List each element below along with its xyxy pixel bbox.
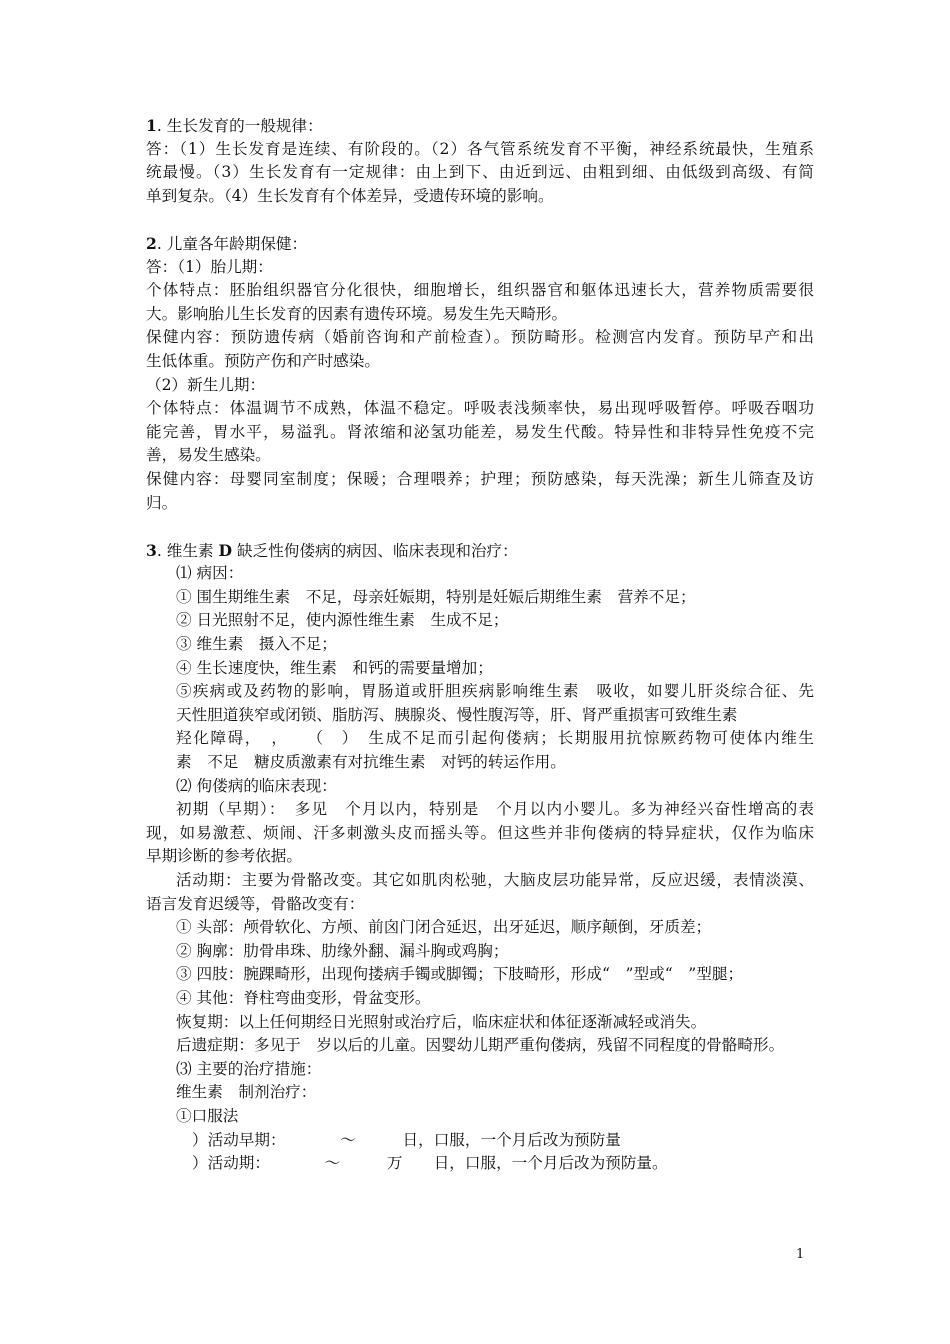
list-item: ② 胸廓：肋骨串珠、肋缘外翻、漏斗胸或鸡胸； [176,941,509,960]
paragraph-line: 初期（早期）： 多见 个月以内，特别是 个月以内小婴儿。多为神经兴奋性增高的表 [176,800,814,819]
list-item: 羟化障碍， ， （ ） 生成不足而引起佝偻病；长期服用抗惊厥药物可使体内维生 [176,729,814,748]
paragraph-line: 维生素 制剂治疗： [176,1083,317,1102]
list-item: ① 围生期维生素 不足，母亲妊娠期，特别是妊娠后期维生素 营养不足； [176,587,696,606]
paragraph-line: 保健内容：母婴同室制度；保暖；合理喂养；护理；预防感染，每天洗澡；新生儿筛查及访 [146,469,814,488]
paragraph-line: 归。 [146,493,178,512]
section-1-number: 1 [146,116,157,135]
list-item: ③ 维生素 摄入不足； [176,635,337,654]
paragraph-line: 统最慢。（3）生长发育有一定规律：由上到下、由近到远、由粗到细、由低级到高级、有简 [146,163,814,182]
list-item: ）活动期： ～ 万 日，口服，一个月后改为预防量。 [192,1154,668,1173]
paragraph-line: 善，易发生感染。 [146,446,271,465]
list-item: ① 头部：颅骨软化、方颅、前囟门闭合延迟，出牙延迟，顺序颠倒，牙质差； [176,918,712,937]
blank-line [146,208,814,232]
list-item: ⑤疾病或及药物的影响，胃肠道或肝胆疾病影响维生素 吸收，如婴儿肝炎综合征、先 [176,682,814,701]
section-2-heading [146,232,814,256]
list-item: ③ 四肢：腕踝畸形，出现佝搂病手镯或脚镯；下肢畸形，形成“ ”型或“ ”型腿； [176,965,744,984]
section-1-heading [146,114,814,138]
blank-line [146,515,814,539]
list-item: ④ 其他：脊柱弯曲变形，骨盆变形。 [176,988,431,1007]
paragraph-line: 大。影响胎儿生长发育的因素有遗传环境。易发生先天畸形。 [146,304,568,323]
paragraph-line: 个体特点：胚胎组织器官分化很快，细胞增长，组织器官和躯体迅速长大，营养物质需要很 [146,281,814,300]
section-3-heading [146,539,814,563]
paragraph-line: （2）新生儿期： [146,375,266,394]
section-2-title: . 儿童各年龄期保健： [156,234,308,253]
paragraph-line: 单到复杂。（4）生长发育有个体差异，受遗传环境的影响。 [146,186,554,205]
paragraph-line: 后遗症期：多见于 岁以后的儿童。因婴幼儿期严重佝偻病，残留不同程度的骨骼畸形。 [176,1036,785,1055]
paragraph-line: 活动期：主要为骨骼改变。其它如肌肉松驰，大脑皮层功能异常，反应迟缓，表情淡漠、 [176,871,814,889]
list-item: ④ 生长速度快，维生素 和钙的需要量增加； [176,658,493,677]
paragraph-line: 现，如易激惹、烦闹、汗多刺激头皮而摇头等。但这些并非佝偻病的特异症状，仅作为临床 [146,823,814,842]
list-item: ② 日光照射不足，使内源性维生素 生成不足； [176,611,509,630]
paragraph-line: 答：（1）胎儿期： [146,257,273,276]
paragraph-line: 个体特点：体温调节不成熟，体温不稳定。呼吸表浅频率快，易出现呼吸暂停。呼吸吞咽功 [146,399,814,418]
paragraph-line: 答：（1）生长发育是连续、有阶段的。（2）各气管系统发育不平衡，神经系统最快，生殖系 [146,139,814,158]
paragraph-line: 能完善，胃水平，易溢乳。肾浓缩和泌氢功能差，易发生代酸。特异性和非特异性免疫不完 [146,422,814,441]
section-3-number: 3 [146,540,157,560]
list-item: 素 不足 糖皮质激素有对抗维生素 对钙的转运作用。 [176,753,566,772]
subheading-line: ⑶ 主要的治疗措施： [176,1059,322,1078]
section-2-number: 2 [146,233,157,253]
list-item: ）活动早期： ～ 日，口服，一个月后改为预防量 [192,1130,621,1149]
section-3-title-bold: D [218,540,233,560]
paragraph-line: 语言发育迟缓等，骨骼改变有： [146,894,365,913]
paragraph-line: 生低体重。预防产伤和产时感染。 [146,351,380,370]
document-body [146,114,814,1176]
paragraph-line: ①口服法 [176,1106,239,1125]
paragraph-line: 保健内容：预防遗传病（婚前咨询和产前检查）。预防畸形。检测宫内发育。预防早产和出 [146,328,814,347]
subheading-line: ⑴ 病因： [176,564,244,583]
section-3-title-post: 缺乏性佝偻病的病因、临床表现和治疗： [232,541,518,560]
subheading-line: ⑵ 佝偻病的临床表现： [176,776,337,795]
list-item: 天性胆道狭窄或闭锁、脂肪泻、胰腺炎、慢性腹泻等，肝、肾严重损害可致维生素 [176,705,738,724]
section-1-title: . 生长发育的一般规律： [156,117,323,135]
section-3-title-pre: . 维生素 [156,541,219,560]
page-number: 1 [796,1247,805,1262]
paragraph-line: 恢复期：以上任何期经日光照射或治疗后，临床症状和体征逐渐减轻或消失。 [176,1012,707,1031]
paragraph-line: 早期诊断的参考依据。 [146,847,302,866]
